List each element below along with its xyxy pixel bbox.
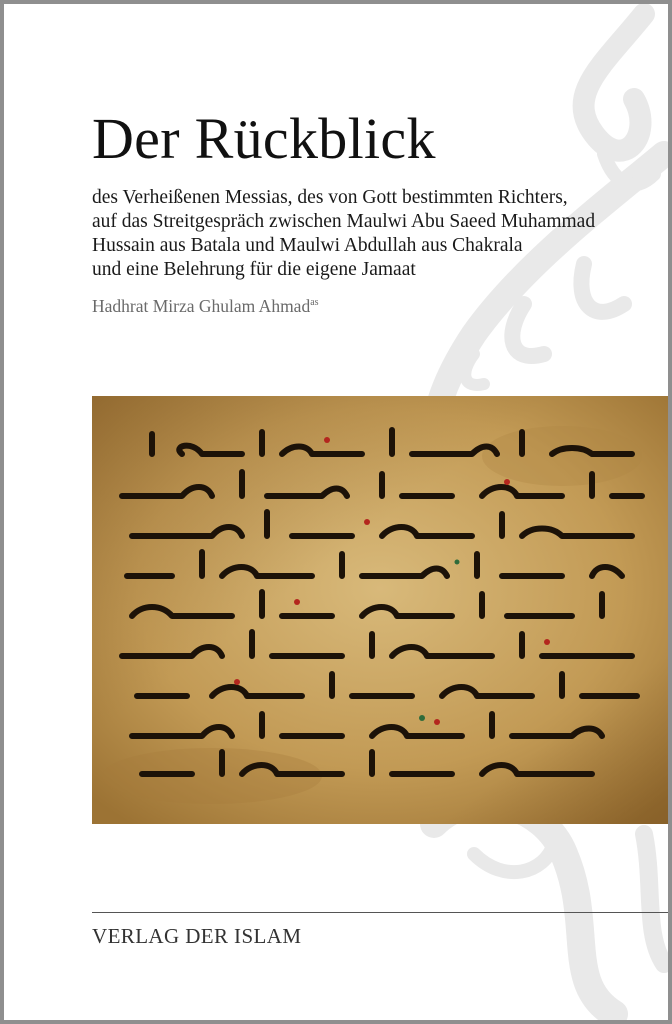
book-title: Der Rückblick — [92, 106, 436, 171]
subtitle-line: auf das Streitgespräch zwischen Maulwi Abu Saeed Muhammad — [92, 211, 596, 232]
manuscript-image — [92, 396, 668, 824]
publisher-name: VERLAG DER ISLAM — [92, 924, 302, 948]
author-name-text: Hadhrat Mirza Ghulam Ahmad — [92, 296, 311, 316]
author-honorific: as — [310, 297, 319, 308]
subtitle-line: Hussain aus Batala und Maulwi Abdullah aus Chakrala — [92, 235, 523, 256]
subtitle-line: und eine Belehrung für die eigene Jamaat — [92, 259, 416, 280]
publisher-divider — [92, 912, 668, 913]
author-name — [92, 296, 319, 317]
book-subtitle — [92, 186, 652, 282]
subtitle-line: des Verheißenen Messias, des von Gott bestimmten Richters, — [92, 187, 568, 208]
